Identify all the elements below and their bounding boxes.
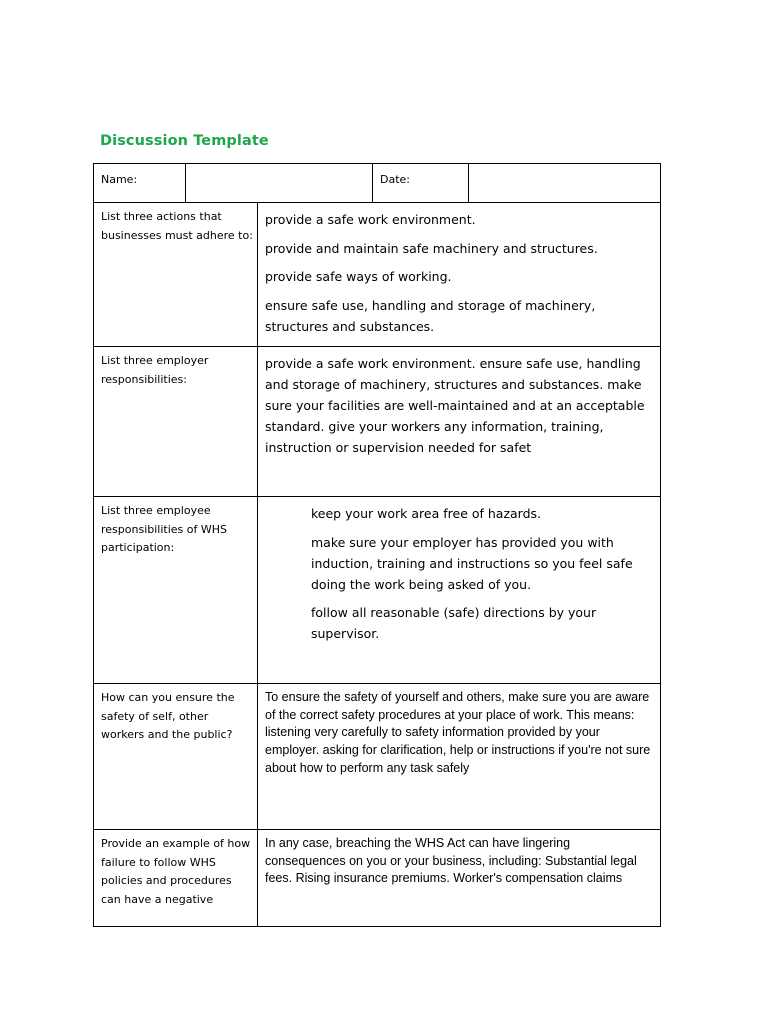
question-label: List three actions that businesses must adhere to:	[94, 203, 258, 347]
table-row	[94, 347, 661, 497]
answer-text: provide and maintain safe machinery and structures.	[265, 240, 598, 256]
question-label: List three employer responsibilities:	[94, 347, 258, 497]
answer-text: In any case, breaching the WHS Act can have lingering consequences on you or your business, including: Substantial legal fees. Rising insurance premiums. Worker's compensation claims	[265, 836, 637, 886]
answer-text: make sure your employer has provided you with induction, training and instructions so you feel safe doing the work being asked of you.	[311, 534, 633, 592]
page-title: Discussion Template	[100, 133, 269, 149]
answer-cell[interactable]	[258, 203, 661, 347]
answer-cell[interactable]	[258, 347, 661, 497]
question-label: Provide an example of how failure to follow WHS policies and procedures can have a negative	[94, 830, 258, 927]
answer-text: provide safe ways of working.	[265, 269, 452, 284]
table-row	[94, 830, 661, 927]
date-field[interactable]	[469, 164, 661, 203]
answer-text: provide a safe work environment.	[265, 212, 476, 227]
discussion-form-table	[93, 163, 661, 927]
answer-text: provide a safe work environment. ensure safe use, handling and storage of machinery, structures and substances. make sure your facilities are well-maintained and at an acceptable standard. give your workers any information, training, instruction or supervision needed for safet	[265, 356, 645, 455]
name-field[interactable]	[186, 164, 373, 203]
header-row	[94, 164, 661, 203]
name-label: Name:	[94, 164, 186, 203]
table-row	[94, 497, 661, 684]
date-label: Date:	[373, 164, 469, 203]
answer-text: keep your work area free of hazards.	[311, 506, 542, 521]
question-label: How can you ensure the safety of self, other workers and the public?	[94, 684, 258, 830]
answer-cell[interactable]	[258, 830, 661, 927]
answer-cell[interactable]	[258, 497, 661, 684]
answer-cell[interactable]	[258, 684, 661, 830]
question-label: List three employee responsibilities of WHS participation:	[94, 497, 258, 684]
answer-text: follow all reasonable (safe) directions by your supervisor.	[311, 605, 597, 641]
answer-text: To ensure the safety of yourself and others, make sure you are aware of the correct safety procedures at your place of work. This means: listening very carefully to safety information provided by your employer. asking for clarification, help or instructions if you're not sure about how to perform any task safely	[265, 690, 651, 775]
table-row	[94, 684, 661, 830]
answer-text: ensure safe use, handling and storage of machinery, structures and substances.	[265, 297, 596, 334]
table-row	[94, 203, 661, 347]
